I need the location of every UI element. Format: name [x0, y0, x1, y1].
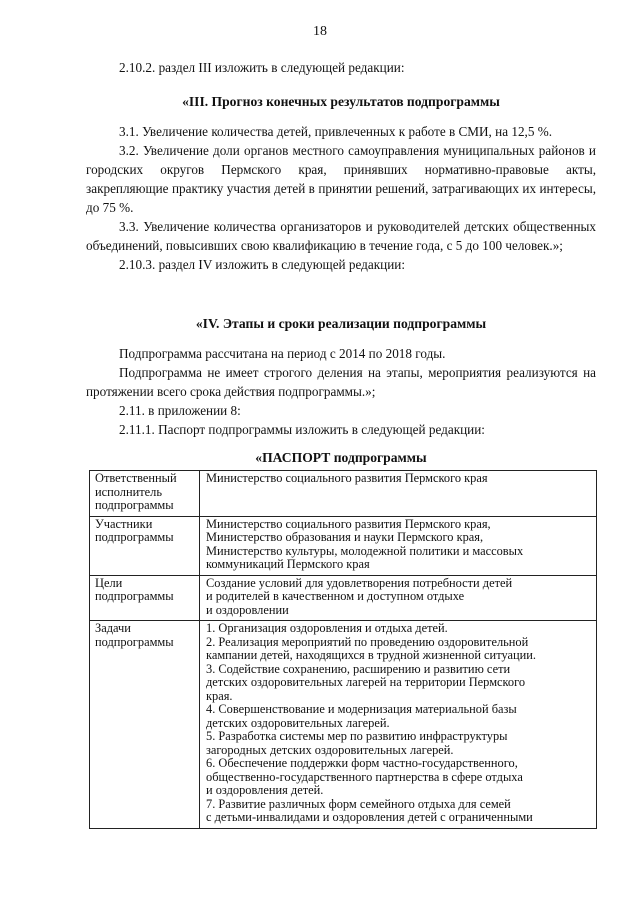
label-line: исполнитель: [95, 484, 162, 499]
task-line: общественно-государственного партнерства в сфере отдыха: [206, 769, 523, 784]
responsible-value: [200, 471, 597, 517]
label-line: подпрограммы: [95, 530, 174, 544]
table-row: [90, 575, 597, 621]
goals-label: [90, 575, 200, 621]
value-line: Министерство социального развития Пермского края,: [206, 516, 491, 531]
result-item-3-3: 3.3. Увеличение количества организаторов и руководителей детских общественных объединений, повысивших свою квалификацию в течение года, с 5 до 100 человек.»;: [86, 219, 596, 253]
value-line: и родителей в качественном и доступном отдыхе: [206, 589, 465, 603]
goals-value: [200, 575, 597, 621]
task-line: с детьми-инвалидами и оздоровления детей с ограниченными: [206, 810, 533, 824]
value-line: Создание условий для удовлетворения потребности детей: [206, 575, 513, 590]
table-row: [90, 516, 597, 575]
label-line: Задачи: [95, 621, 131, 635]
table-row: [90, 471, 597, 517]
tasks-label: [90, 621, 200, 829]
appendix-paragraph: 2.11. в приложении 8:: [119, 403, 241, 418]
section4-heading: «IV. Этапы и сроки реализации подпрограммы: [195, 316, 487, 331]
passport-table: [89, 470, 597, 829]
period-paragraph: Подпрограмма рассчитана на период с 2014 по 2018 годы.: [119, 346, 446, 361]
intro-paragraph: 2.10.2. раздел III изложить в следующей редакции:: [119, 60, 405, 75]
task-line: кампании детей, находящихся в трудной жизненной ситуации.: [206, 648, 536, 662]
task-line: края.: [206, 688, 233, 703]
task-line: 1. Организация оздоровления и отдыха детей.: [206, 621, 448, 635]
passport-heading: «ПАСПОРТ подпрограммы: [255, 450, 427, 465]
task-item-2: [206, 636, 592, 663]
passport-intro-paragraph: 2.11.1. Паспорт подпрограммы изложить в следующей редакции:: [119, 422, 485, 437]
page-number: 18: [313, 24, 327, 39]
label-line: Цели: [95, 575, 123, 590]
passport-table-wrap: [89, 470, 597, 829]
task-item-7: [206, 798, 592, 825]
task-line: 7. Развитие различных форм семейного отдыха для семей: [206, 796, 511, 811]
result-item-3-1: 3.1. Увеличение количества детей, привлеченных к работе в СМИ, на 12,5 %.: [119, 124, 553, 139]
stages-paragraph: Подпрограмма не имеет строгого деления на этапы, мероприятия реализуются на протяжении всего срока действия подпрограммы.»;: [86, 365, 596, 399]
task-line: 5. Разработка системы мер по развитию инфраструктуры: [206, 729, 508, 743]
task-item-1: [206, 622, 592, 636]
task-line: и оздоровления детей.: [206, 783, 324, 797]
task-line: 3. Содействие сохранению, расширению и развитию сети: [206, 661, 511, 676]
label-line: Участники: [95, 516, 153, 531]
task-item-5: [206, 730, 592, 757]
tasks-value: [200, 621, 597, 829]
task-line: детских оздоровительных лагерей.: [206, 715, 390, 730]
responsible-label: [90, 471, 200, 517]
label-line: подпрограммы: [95, 498, 174, 512]
label-line: подпрограммы: [95, 589, 174, 603]
participants-label: [90, 516, 200, 575]
result-item-3-2: 3.2. Увеличение доли органов местного самоуправления муниципальных районов и городских округов Пермского края, принявших нормативно-правовые акты, закрепляющие практику участия детей в принятии решений, затрагивающих их интересы, до 75 %.: [86, 143, 596, 215]
task-item-6: [206, 757, 592, 798]
value-line: и оздоровлении: [206, 602, 289, 617]
task-line: детских оздоровительных лагерей на территории Пермского: [206, 675, 526, 689]
section4-body: [86, 344, 596, 439]
participants-value: [200, 516, 597, 575]
task-item-4: [206, 703, 592, 730]
section3-heading: «III. Прогноз конечных результатов подпрограммы: [182, 94, 500, 109]
label-line: Ответственный: [95, 471, 177, 485]
section4-intro: 2.10.3. раздел IV изложить в следующей редакции:: [119, 257, 405, 272]
task-line: загородных детских оздоровительных лагерей.: [206, 742, 454, 757]
task-item-3: [206, 663, 592, 704]
section3-body: [86, 122, 596, 274]
task-line: 6. Обеспечение поддержки форм частно-государственного,: [206, 756, 518, 770]
value-line: коммуникаций Пермского края: [206, 557, 370, 571]
section3-intro: [86, 58, 596, 77]
task-line: 2. Реализация мероприятий по проведению оздоровительной: [206, 634, 529, 649]
value-line: Министерство социального развития Пермского края: [206, 471, 488, 485]
table-row: [90, 621, 597, 829]
value-line: Министерство образования и науки Пермского края,: [206, 530, 484, 544]
value-line: Министерство культуры, молодежной политики и массовых: [206, 543, 524, 558]
label-line: подпрограммы: [95, 634, 174, 649]
task-line: 4. Совершенствование и модернизация материальной базы: [206, 702, 517, 716]
